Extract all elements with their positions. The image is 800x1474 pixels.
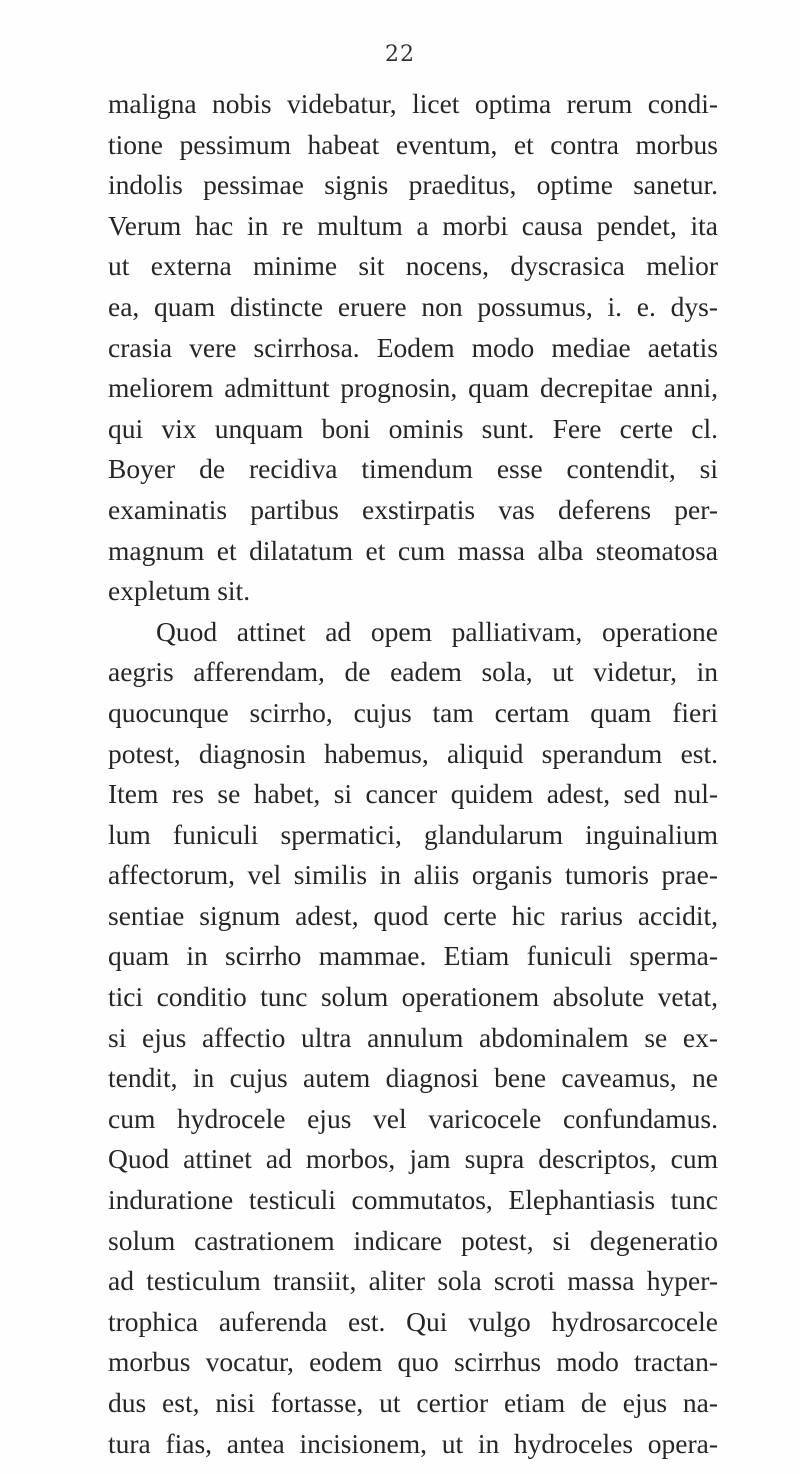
text-line: Boyer de recidiva timendum esse contendit, si <box>108 453 718 485</box>
text-line: quocunque scirrho, cujus tam certam quam fieri <box>108 696 718 728</box>
text-line: examinatis partibus exstirpatis vas deferens per- <box>108 493 718 525</box>
text-line: Quod attinet ad morbos, jam supra descriptos, cum <box>108 1143 718 1175</box>
text-line: morbus vocatur, eodem quo scirrhus modo tractan- <box>108 1346 718 1378</box>
text-line: maligna nobis videbatur, licet optima rerum condi- <box>108 88 718 119</box>
text-line: tendit, in cujus autem diagnosi bene caveamus, ne <box>108 1062 718 1094</box>
text-line: trophica auferenda est. Qui vulgo hydrosarcocele <box>108 1305 718 1337</box>
text-line: dus est, nisi fortasse, ut certior etiam de ejus na- <box>108 1387 718 1418</box>
text-line: ad testiculum transiit, aliter sola scroti massa hyper- <box>108 1265 718 1297</box>
text-line: si ejus affectio ultra annulum abdominalem se ex- <box>108 1021 718 1053</box>
text-line: aegris afferendam, de eadem sola, ut videtur, in <box>108 656 718 688</box>
text-line: crasia vere scirrhosa. Eodem modo mediae aetatis <box>108 331 718 363</box>
text-line: ut externa minime sit nocens, dyscrasica melior <box>108 250 718 282</box>
text-line: qui vix unquam boni ominis sunt. Fere certe cl. <box>108 412 718 444</box>
text-line: tione pessimum habeat eventum, et contra morbus <box>108 128 718 160</box>
text-line: potest, diagnosin habemus, aliquid sperandum est. <box>108 737 718 769</box>
text-line: Verum hac in re multum a morbi causa pendet, ita <box>108 209 718 241</box>
paragraph-start-line: Quod attinet ad opem palliativam, operatione <box>156 615 718 647</box>
text-line: meliorem admittunt prognosin, quam decrepitae anni, <box>108 372 718 404</box>
text-line: affectorum, vel similis in aliis organis tumoris prae- <box>108 859 718 891</box>
text-line: tura fias, antea incisionem, ut in hydroceles opera- <box>108 1427 718 1459</box>
text-line: tici conditio tunc solum operationem absolute vetat, <box>108 981 718 1013</box>
text-line: Item res se habet, si cancer quidem adest, sed nul- <box>108 778 718 810</box>
body-text <box>108 84 718 1464</box>
text-line: induratione testiculi commutatos, Elephantiasis tunc <box>108 1184 718 1216</box>
text-line: cum hydrocele ejus vel varicocele confundamus. <box>108 1102 718 1134</box>
text-line: expletum sit. <box>108 575 251 607</box>
text-line: quam in scirrho mammae. Etiam funiculi sperma- <box>108 940 718 972</box>
text-line: ea, quam distincte eruere non possumus, i. e. dys- <box>108 290 718 322</box>
text-line: solum castrationem indicare potest, si degeneratio <box>108 1224 718 1256</box>
text-line: lum funiculi spermatici, glandularum inguinalium <box>108 818 718 850</box>
text-line: sentiae signum adest, quod certe hic rarius accidit, <box>108 899 718 931</box>
text-line: magnum et dilatatum et cum massa alba steomatosa <box>108 534 718 566</box>
text-line: indolis pessimae signis praeditus, optime sanetur. <box>108 169 718 201</box>
page-number: 22 <box>385 42 415 67</box>
